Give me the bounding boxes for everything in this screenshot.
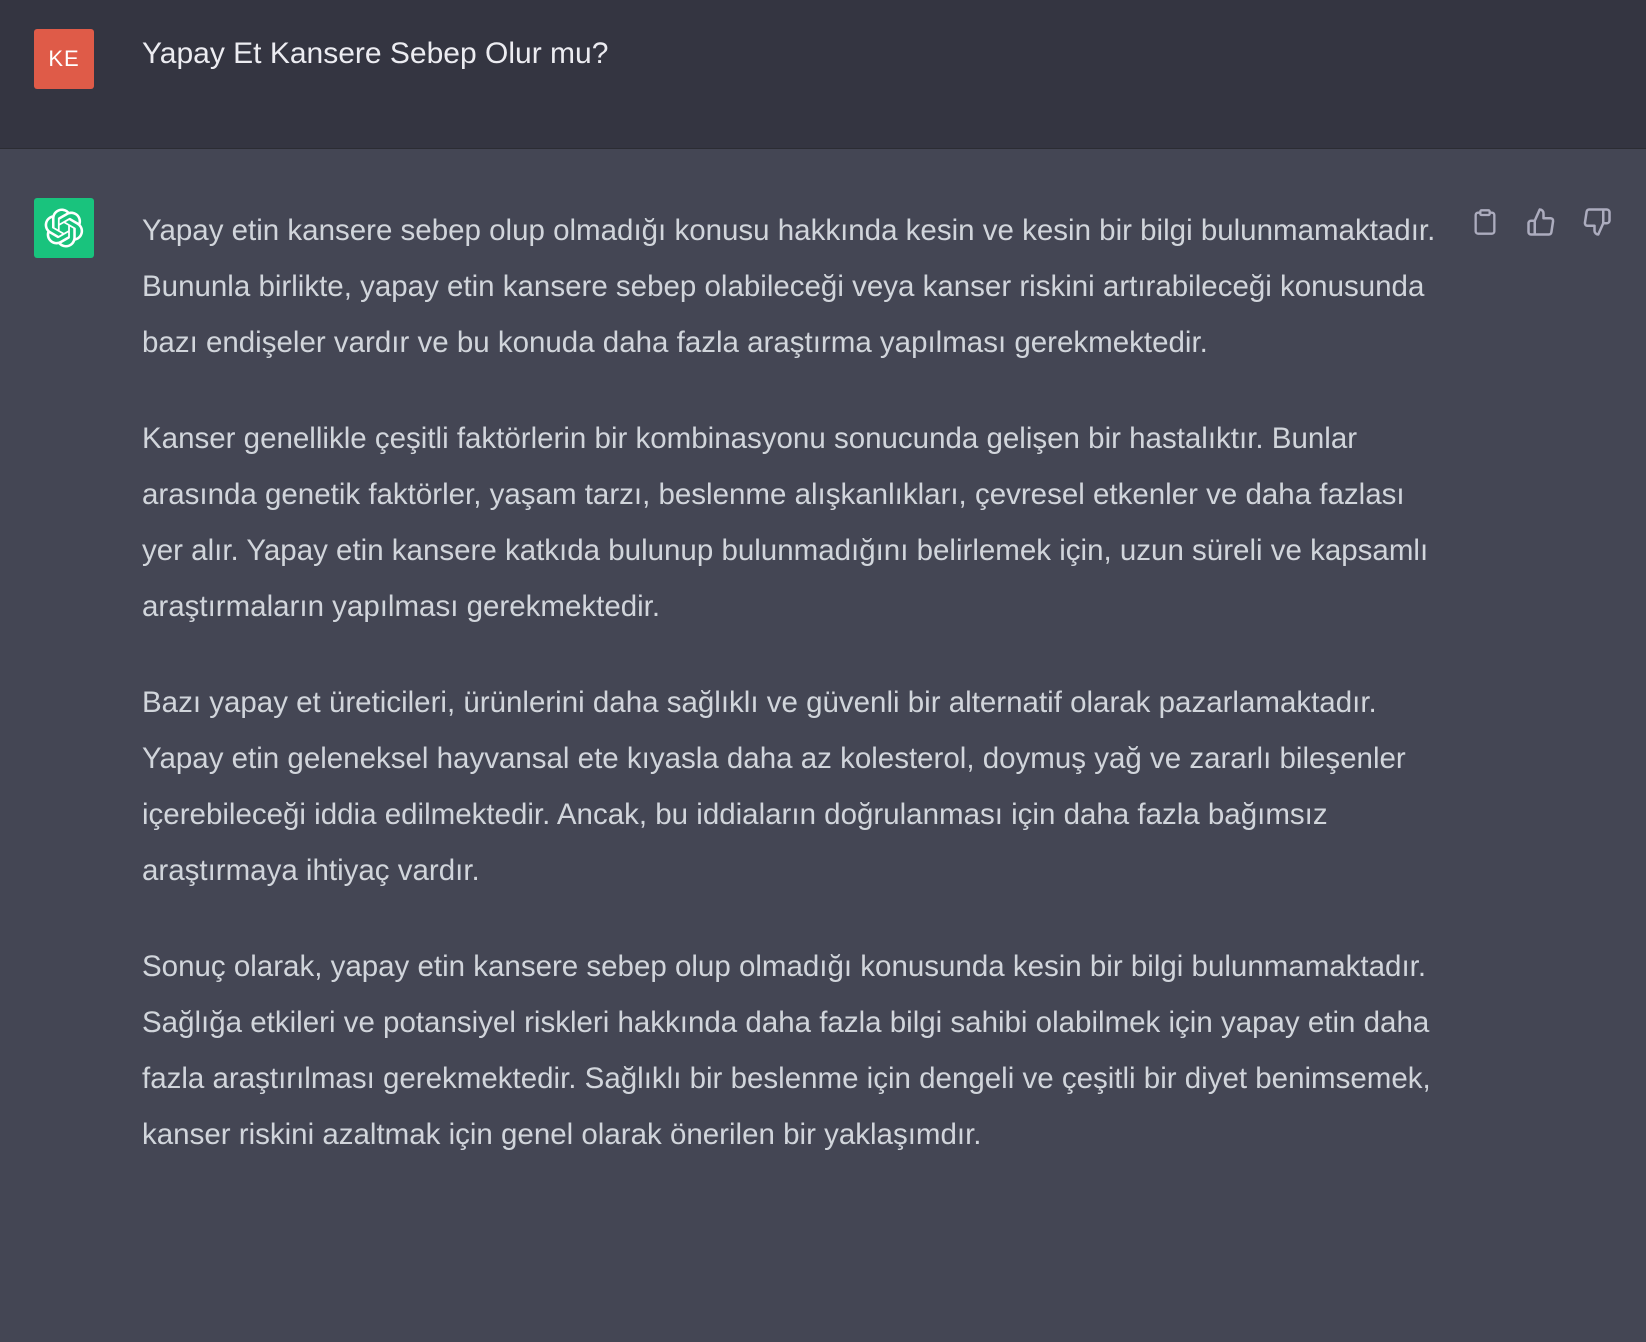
message-actions — [1468, 205, 1614, 239]
user-message-row — [0, 0, 1646, 149]
answer-paragraph: Sonuç olarak, yapay etin kansere sebep olup olmadığı konusunda kesin bir bilgi bulunmamaktadır. Sağlığa etkileri ve potansiyel riskleri hakkında daha fazla bilgi sahibi olabilmek için yapay etin daha fazla araştırılması gerekmektedir. Sağlıklı bir beslenme için dengeli ve çeşitli bir diyet benimsemek, kanser riskini azaltmak için genel olarak önerilen bir yaklaşımdır. — [142, 950, 1431, 1151]
clipboard-icon — [1471, 207, 1499, 237]
user-message-text: Yapay Et Kansere Sebep Olur mu? — [142, 37, 609, 70]
answer-paragraph: Yapay etin kansere sebep olup olmadığı konusu hakkında kesin ve kesin bir bilgi bulunmamaktadır. Bununla birlikte, yapay etin kansere sebep olabileceği veya kanser riskini artırabileceği konusunda bazı endişeler vardır ve bu konuda daha fazla araştırma yapılması gerekmektedir. — [142, 214, 1436, 359]
thumbs-down-button[interactable] — [1580, 205, 1614, 239]
copy-button[interactable] — [1468, 205, 1502, 239]
assistant-avatar — [34, 198, 94, 258]
answer-paragraph: Bazı yapay et üreticileri, ürünlerini daha sağlıklı ve güvenli bir alternatif olarak pazarlamaktadır. Yapay etin geleneksel hayvansal ete kıyasla daha az kolesterol, doymuş yağ ve zararlı bileşenler içerebileceği iddia edilmektedir. Ancak, bu iddiaların doğrulanması için daha fazla bağımsız araştırmaya ihtiyaç vardır. — [142, 686, 1406, 887]
thumbs-up-icon — [1526, 207, 1556, 237]
openai-logo-icon — [44, 208, 84, 248]
assistant-message-text — [142, 203, 1452, 1203]
assistant-message-row — [0, 149, 1646, 1342]
answer-paragraph: Kanser genellikle çeşitli faktörlerin bir kombinasyonu sonucunda gelişen bir hastalıktır. Bunlar arasında genetik faktörler, yaşam tarzı, beslenme alışkanlıkları, çevresel etkenler ve daha fazlası yer alır. Yapay etin kansere katkıda bulunup bulunmadığını belirlemek için, uzun süreli ve kapsamlı araştırmaların yapılması gerekmektedir. — [142, 422, 1429, 623]
thumbs-down-icon — [1582, 207, 1612, 237]
user-avatar: KE — [34, 29, 94, 89]
thumbs-up-button[interactable] — [1524, 205, 1558, 239]
